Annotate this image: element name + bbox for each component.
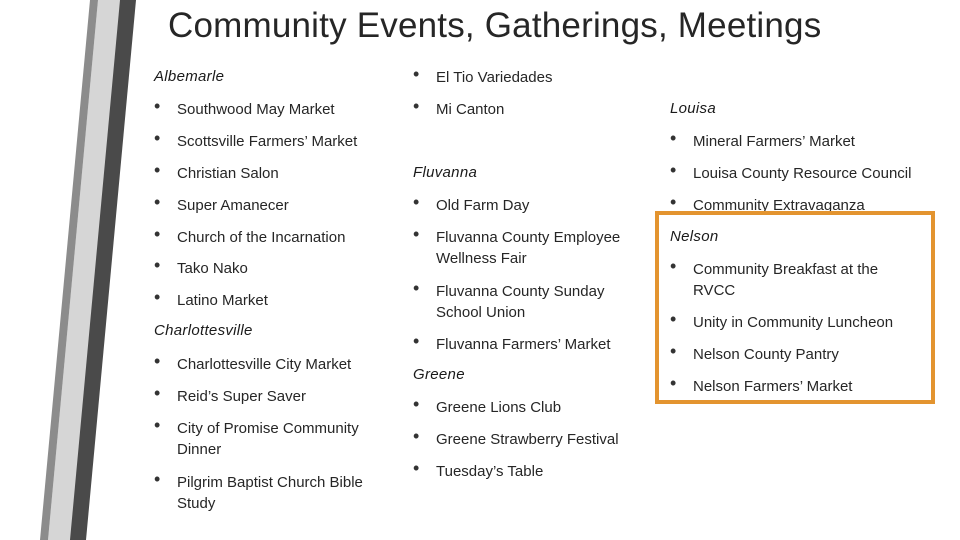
bullet-icon: • (413, 64, 420, 84)
bullet-icon: • (413, 458, 420, 478)
louisa-heading: Louisa (670, 100, 717, 117)
decorative-stripes (0, 0, 140, 540)
bullet-icon: • (670, 341, 677, 361)
bullet-icon: • (154, 383, 161, 403)
bullet-icon: • (154, 224, 161, 244)
bullet-icon: • (413, 278, 420, 298)
bullet-icon: • (154, 415, 161, 435)
bullet-icon: • (413, 331, 420, 351)
bullet-icon: • (670, 309, 677, 329)
bullet-icon: • (154, 469, 161, 489)
bullet-icon: • (154, 160, 161, 180)
nelson-heading: Nelson (670, 228, 719, 245)
bullet-icon: • (413, 426, 420, 446)
fluvanna-heading: Fluvanna (413, 164, 478, 181)
bullet-icon: • (670, 373, 677, 393)
greene-heading: Greene (413, 366, 465, 383)
bullet-icon: • (154, 287, 161, 307)
bullet-icon: • (670, 256, 677, 276)
charlottesville-heading: Charlottesville (154, 322, 253, 339)
bullet-icon: • (413, 224, 420, 244)
bullet-icon: • (154, 351, 161, 371)
bullet-icon: • (154, 128, 161, 148)
nelson-highlight-box (655, 211, 935, 404)
bullet-icon: • (670, 195, 677, 212)
bullet-icon: • (670, 128, 677, 148)
bullet-icon: • (670, 160, 677, 180)
bullet-icon: • (413, 192, 420, 212)
list-item: • Community Extravaganza (670, 195, 930, 212)
bullet-icon: • (154, 192, 161, 212)
slide-title: Community Events, Gatherings, Meetings (168, 6, 822, 45)
bullet-icon: • (413, 96, 420, 116)
bullet-icon: • (154, 96, 161, 116)
albemarle-heading: Albemarle (154, 68, 225, 85)
bullet-icon: • (413, 394, 420, 414)
bullet-icon: • (154, 255, 161, 275)
